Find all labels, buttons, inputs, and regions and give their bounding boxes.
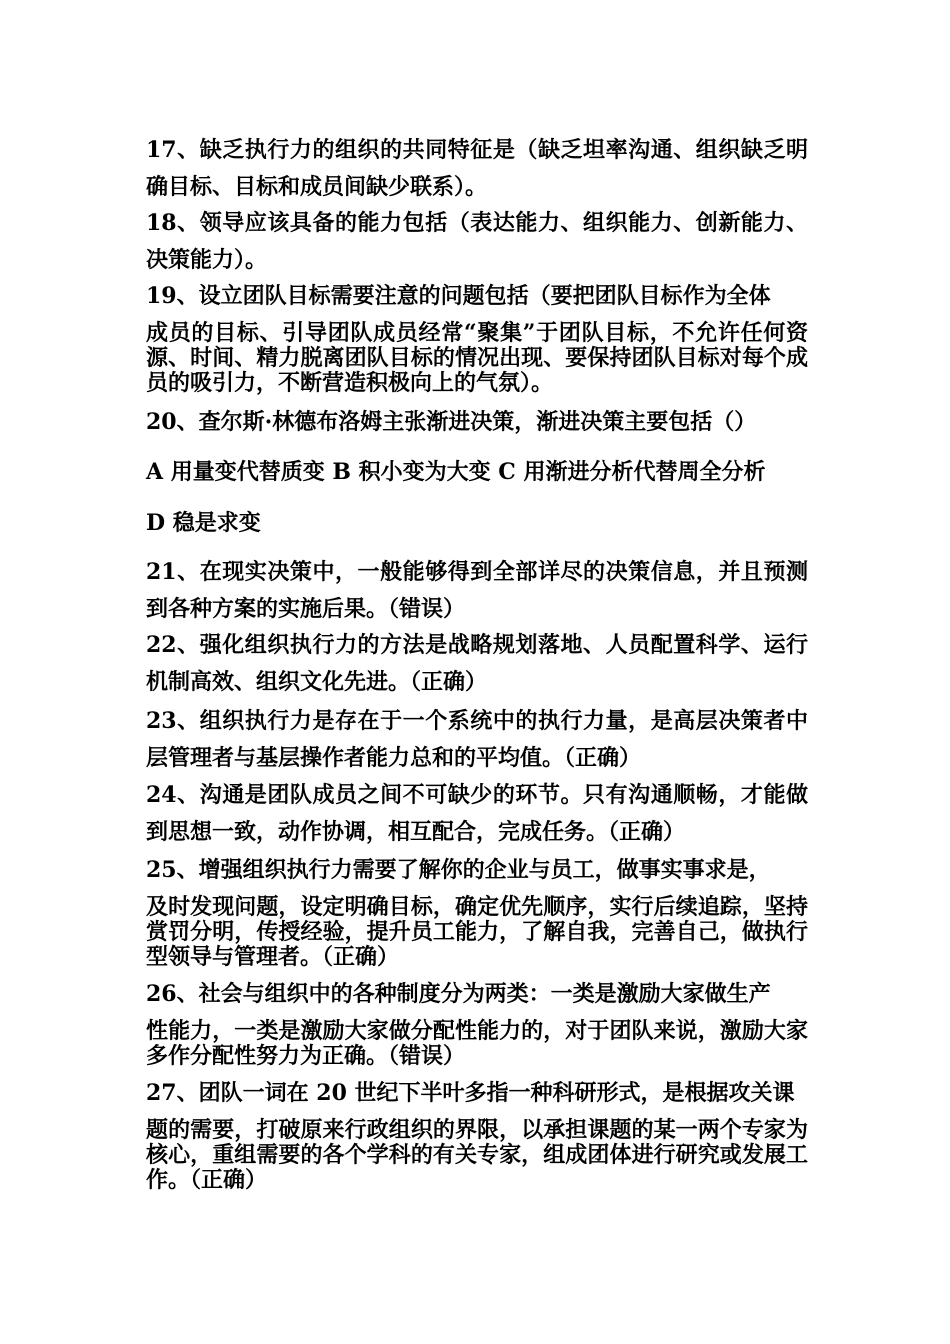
question-26-first-line: 26、社会与组织中的各种制度分为两类：一类是激励大家做生产: [146, 981, 771, 1007]
question-21: 21、在现实决策中，一般能够得到全部详尽的决策信息，并且预测到各种方案的实施后果。（错误）: [146, 559, 808, 622]
question-26-rest: 性能力，一类是激励大家做分配性能力的，对于团队来说，激励大家多作分配性努力为正确。（错误）: [146, 1018, 808, 1069]
question-20: 20、查尔斯·林德布洛姆主张渐进决策，渐进决策主要包括（）: [146, 409, 757, 435]
question-19: [146, 278, 808, 396]
question-27: [146, 1075, 808, 1193]
question-19-rest: 成员的目标、引导团队成员经常“聚集”于团队目标，不允许任何资源、时间、精力脱离团队目标的情况出现、要保持团队目标对每个成员的吸引力，不断营造积极向上的气氛）。: [146, 320, 808, 396]
question-27-first-line: 27、团队一词在 20 世纪下半叶多指一种科研形式，是根据攻关课: [146, 1080, 795, 1106]
question-25-first-line: 25、增强组织执行力需要了解你的企业与员工，做事实事求是，: [146, 857, 771, 883]
question-25-rest: 及时发现问题，设定明确目标，确定优先顺序，实行后续追踪，坚持赏罚分明，传授经验，提升员工能力，了解自我，完善自己，做执行型领导与管理者。（正确）: [146, 894, 808, 970]
question-25: [146, 852, 808, 970]
question-24: 24、沟通是团队成员之间不可缺少的环节。只有沟通顺畅，才能做到思想一致，动作协调，相互配合，完成任务。（正确）: [146, 782, 808, 845]
question-23: 23、组织执行力是存在于一个系统中的执行力量，是高层决策者中层管理者与基层操作者能力总和的平均值。（正确）: [146, 708, 808, 771]
question-20-option-d: D 稳是求变: [146, 510, 261, 536]
question-18: 18、领导应该具备的能力包括（表达能力、组织能力、创新能力、决策能力）。: [146, 210, 808, 273]
question-22: 22、强化组织执行力的方法是战略规划落地、人员配置科学、运行机制高效、组织文化先进。（正确）: [146, 632, 808, 695]
question-27-rest: 题的需要，打破原来行政组织的界限，以承担课题的某一两个专家为核心，重组需要的各个学科的有关专家，组成团体进行研究或发展工作。（正确）: [146, 1117, 808, 1193]
question-26: [146, 976, 808, 1069]
question-17: 17、缺乏执行力的组织的共同特征是（缺乏坦率沟通、组织缺乏明确目标、目标和成员间缺少联系）。: [146, 137, 808, 200]
question-19-first-line: 19、设立团队目标需要注意的问题包括（要把团队目标作为全体: [146, 283, 771, 309]
question-20-options-abc: A 用量变代替质变 B 积小变为大变 C 用渐进分析代替周全分析: [146, 459, 766, 485]
